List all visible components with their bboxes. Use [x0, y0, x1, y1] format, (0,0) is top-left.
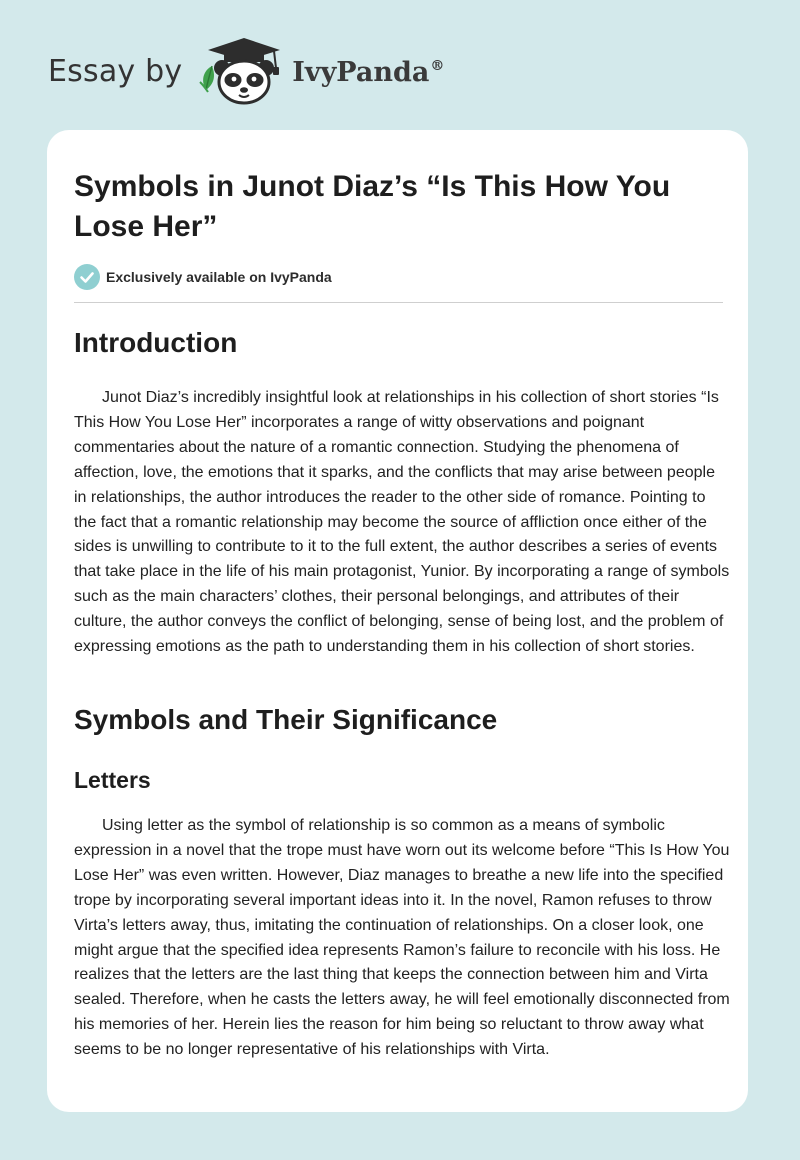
- section-heading-symbols: Symbols and Their Significance: [74, 704, 498, 735]
- exclusive-badge-text: Exclusively available on IvyPanda: [106, 269, 332, 285]
- site-header: [48, 34, 444, 106]
- brand-name-text: IvyPanda: [292, 56, 430, 88]
- title-divider: [74, 302, 723, 303]
- registered-mark: ®: [430, 57, 445, 74]
- essay-title: Symbols in Junot Diaz’s “Is This How You Lose Her”: [74, 170, 671, 243]
- panda-logo-icon[interactable]: [196, 34, 288, 106]
- essay-by-label: Essay by: [48, 53, 183, 89]
- section-heading-introduction: Introduction: [74, 327, 238, 358]
- paragraph-introduction: Junot Diaz’s incredibly insightful look at relationships in his collection of short stories “Is This How You Lose Her” incorporates a range of witty observations and poignant commentaries about the nature of a romantic connection. Studying the phenomena of affection, love, the emotions that it sparks, and the conflicts that may arise between people in relationships, the author introduces the reader to the other side of romance. Pointing to the fact that a romantic relationship may become the source of affliction once either of the sides is unwilling to contribute to it to the full extent, the author describes a series of events that take place in the life of his main protagonist, Yunior. By incorporating a range of symbols such as the main characters’ clothes, their personal belongings, and attributes of their culture, the author conveys the conflict of belonging, sense of being lost, and the problem of expressing emotions as the path to understanding them in his collection of short stories.: [74, 389, 730, 656]
- essay-card: [47, 130, 748, 1112]
- subheading-letters: Letters: [74, 767, 151, 793]
- check-circle-icon: [74, 264, 100, 290]
- ivypanda-brand-name[interactable]: [292, 57, 444, 88]
- paragraph-letters: Using letter as the symbol of relationship is so common as a means of symbolic expression in a novel that the trope must have worn out its welcome before “This Is How You Lose Her” was even written. However, Diaz manages to breathe a new life into the specified trope by incorporating several important ideas into it. In the novel, Ramon refuses to throw Virta’s letters away, thus, imitating the continuation of relationships. On a closer look, one might argue that the specified idea represents Ramon’s failure to reconcile with his loss. He realizes that the letters are the last thing that keeps the connection between him and Virta sealed. Therefore, when he casts the letters away, he will feel emotionally disconnected from his memories of her. Herein lies the reason for him being so reluctant to throw away what seems to be no longer representative of his relationships with Virta.: [74, 817, 730, 1059]
- exclusive-badge: [74, 264, 332, 290]
